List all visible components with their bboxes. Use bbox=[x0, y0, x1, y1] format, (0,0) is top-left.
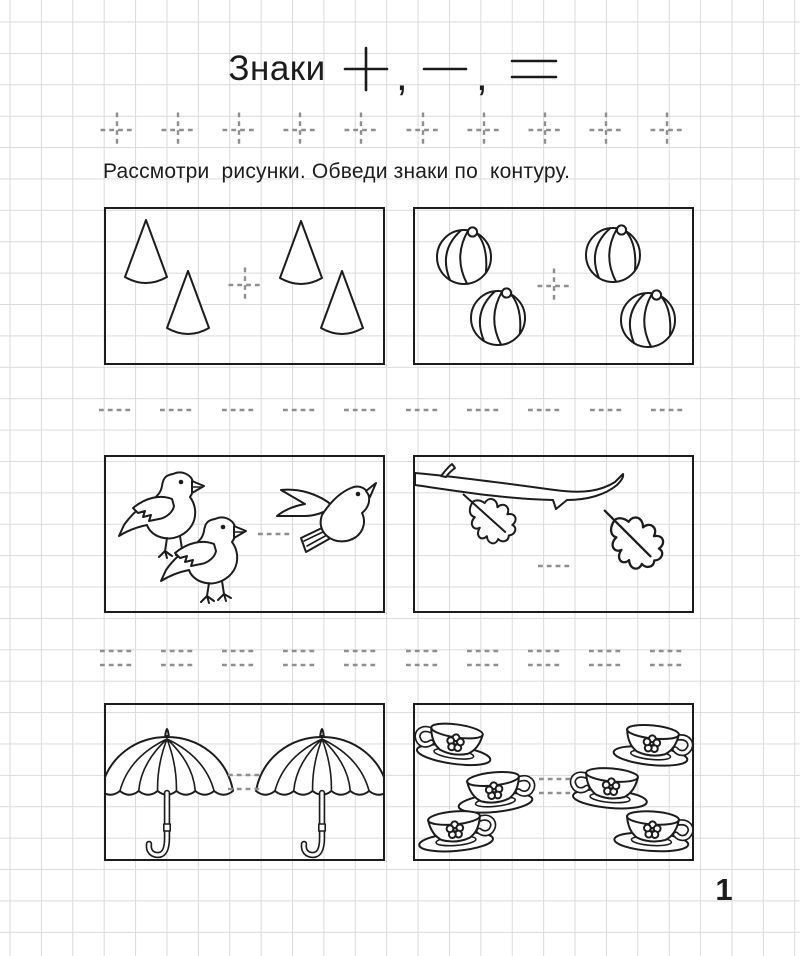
trace-sign-plus bbox=[160, 111, 196, 149]
problem-panel-balls bbox=[413, 207, 694, 365]
teacup-icon bbox=[613, 722, 692, 769]
title-symbols-plus-minus-equals bbox=[340, 40, 572, 98]
trace-sign-plus bbox=[227, 266, 263, 304]
title-comma: , bbox=[475, 52, 488, 98]
page-title bbox=[0, 38, 800, 100]
problem-panel-umbrellas bbox=[104, 703, 385, 861]
cone-icon bbox=[280, 221, 322, 284]
problem-panel-teacups bbox=[413, 703, 694, 861]
trace-sign-plus bbox=[527, 111, 563, 149]
trace-sign-equals bbox=[99, 648, 135, 668]
branch-icon bbox=[415, 473, 623, 509]
trace-row-minus-signs bbox=[99, 405, 685, 415]
teacup-icon bbox=[456, 769, 535, 816]
ball-icon bbox=[471, 288, 525, 345]
teacup-icon bbox=[415, 719, 495, 769]
trace-sign-equals bbox=[405, 648, 441, 668]
trace-sign-plus bbox=[282, 111, 318, 149]
trace-sign-equals bbox=[588, 648, 624, 668]
teacup-icon bbox=[614, 809, 692, 854]
trace-sign-minus bbox=[222, 405, 256, 415]
trace-sign-minus bbox=[651, 405, 685, 415]
problem-panel-birds bbox=[104, 455, 385, 613]
trace-sign-plus bbox=[466, 111, 502, 149]
ball-icon bbox=[437, 227, 491, 284]
trace-sign-minus bbox=[528, 405, 562, 415]
trace-sign-plus bbox=[405, 111, 441, 149]
cone-icon bbox=[167, 271, 209, 334]
trace-sign-minus bbox=[467, 405, 501, 415]
trace-sign-minus bbox=[258, 529, 292, 539]
branch-leaves-drawing bbox=[415, 457, 692, 611]
trace-sign-equals bbox=[227, 772, 263, 792]
twig-icon bbox=[441, 464, 455, 477]
trace-sign-minus bbox=[406, 405, 440, 415]
trace-sign-equals bbox=[527, 648, 563, 668]
title-comma: , bbox=[395, 52, 408, 98]
teacup-icon bbox=[571, 765, 650, 811]
umbrella-icon bbox=[256, 729, 383, 855]
trace-sign-plus bbox=[536, 267, 572, 305]
umbrella-icon bbox=[106, 729, 233, 855]
cone-icon bbox=[125, 220, 167, 283]
cone-icon bbox=[321, 271, 363, 334]
ball-icon bbox=[586, 225, 640, 282]
flying-bird-icon bbox=[277, 483, 376, 552]
trace-sign-equals bbox=[282, 648, 318, 668]
page-number: 1 bbox=[715, 872, 733, 907]
trace-sign-equals bbox=[343, 648, 379, 668]
trace-sign-minus bbox=[283, 405, 317, 415]
trace-sign-plus bbox=[221, 111, 257, 149]
instruction-text: Рассмотри рисунки. Обведи знаки по контуру. bbox=[103, 160, 571, 183]
trace-sign-minus bbox=[160, 405, 194, 415]
oak-leaf-icon bbox=[589, 494, 672, 579]
trace-sign-plus bbox=[649, 111, 685, 149]
trace-sign-minus bbox=[590, 405, 624, 415]
trace-row-plus-signs bbox=[99, 111, 685, 149]
title-word: Знаки bbox=[228, 49, 326, 88]
trace-sign-equals bbox=[649, 648, 685, 668]
trace-sign-plus bbox=[343, 111, 379, 149]
trace-sign-minus bbox=[99, 405, 133, 415]
trace-sign-minus bbox=[344, 405, 378, 415]
problem-panel-branch-leaves bbox=[413, 455, 694, 613]
trace-sign-minus bbox=[538, 561, 572, 571]
birds-drawing bbox=[106, 457, 383, 611]
ball-icon bbox=[621, 290, 675, 347]
trace-sign-equals bbox=[221, 648, 257, 668]
trace-sign-equals bbox=[466, 648, 502, 668]
trace-row-equals-signs bbox=[99, 648, 685, 668]
trace-sign-plus bbox=[588, 111, 624, 149]
teacup-icon bbox=[417, 808, 496, 854]
trace-sign-plus bbox=[99, 111, 135, 149]
trace-sign-equals bbox=[538, 776, 574, 796]
trace-sign-equals bbox=[160, 648, 196, 668]
problem-panel-cones bbox=[104, 207, 385, 365]
